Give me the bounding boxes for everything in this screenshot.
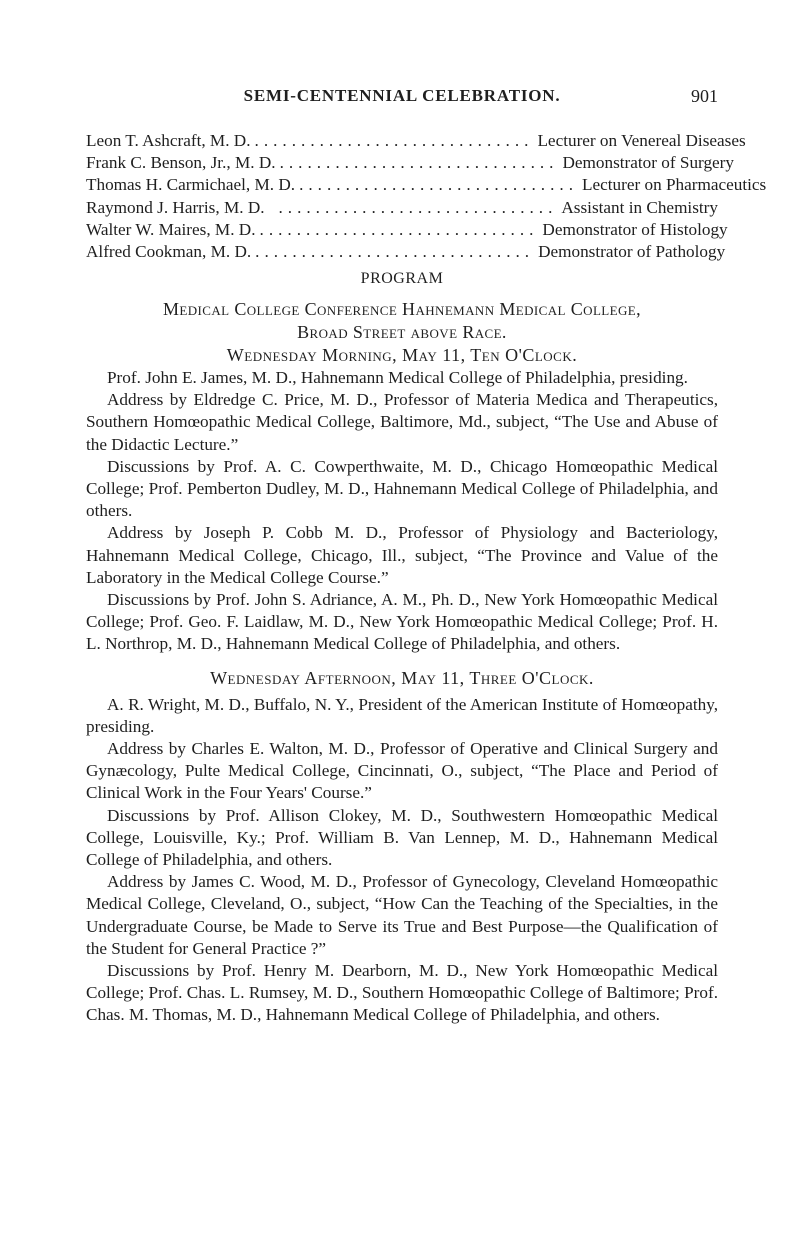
program-title: PROGRAM <box>360 270 444 287</box>
faculty-name: Frank C. Benson, Jr., M. D. <box>86 153 276 173</box>
faculty-role: Demonstrator of Surgery <box>562 153 734 173</box>
faculty-list <box>86 130 767 263</box>
faculty-name: Alfred Cookman, M. D. <box>86 242 252 262</box>
faculty-role: Lecturer on Pharmaceutics <box>581 175 767 195</box>
running-head <box>86 86 718 108</box>
session-heading-afternoon: Wednesday Afternoon, May 11, Three O'Clock. <box>210 667 594 688</box>
faculty-name: Walter W. Maires, M. D. <box>86 219 256 239</box>
paragraph: Address by Eldredge C. Price, M. D., Professor of Materia Medica and Therapeutics, Southern Homœopathic Medical College, Baltimore, Md., subject, “The Use and Abuse of the Didactic Lecture.” <box>86 390 718 454</box>
paragraph: Discussions by Prof. Henry M. Dearborn, M. D., New York Homœopathic Medical College; Prof. Chas. L. Rumsey, M. D., Southern Homœopathic College of Baltimore; Prof. Chas. M. Thomas, M. D., Hahnemann Medical College of Philadelphia, and others. <box>86 961 718 1025</box>
leader-dots: .............................. <box>259 219 539 239</box>
paragraph: Address by James C. Wood, M. D., Professor of Gynecology, Cleveland Homœopathic Medical College, Cleveland, O., subject, “How Can the Teaching of the Specialties, in the Undergraduate Course, be Made to Serve its True and Best Purpose—the Qualification of the Student for General Practice ?” <box>86 872 718 958</box>
faculty-name: Raymond J. Harris, M. D. <box>86 197 265 217</box>
faculty-row <box>86 130 746 152</box>
faculty-role: Demonstrator of Pathology <box>538 242 726 262</box>
faculty-role: Assistant in Chemistry <box>561 197 718 217</box>
venue-line-2: Broad Street above Race. <box>297 322 507 342</box>
paragraph: Prof. John E. James, M. D., Hahnemann Medical College of Philadelphia, presiding. <box>107 368 688 387</box>
faculty-row <box>86 241 726 263</box>
program-section <box>86 268 718 1027</box>
faculty-row <box>86 197 718 219</box>
faculty-name: Leon T. Ashcraft, M. D. <box>86 131 251 150</box>
paragraph: Address by Charles E. Walton, M. D., Professor of Operative and Clinical Surgery and Gynæcology, Pulte Medical College, Cincinnati, O., subject, “The Place and Period of Clinical Work in the Four Years' Course.” <box>86 739 718 803</box>
leader-dots: .............................. <box>279 153 559 173</box>
faculty-role: Lecturer on Venereal Diseases <box>537 131 746 150</box>
session-heading-morning: Wednesday Morning, May 11, Ten O'Clock. <box>226 345 578 365</box>
faculty-row <box>86 219 728 241</box>
leader-dots: .............................. <box>254 131 534 150</box>
paragraph: Discussions by Prof. Allison Clokey, M. D., Southwestern Homœopathic Medical College, Louisville, Ky.; Prof. William B. Van Lennep, M. D., Hahnemann Medical College of Philadelphia, and others. <box>86 805 718 870</box>
leader-dots: .............................. <box>299 175 578 195</box>
running-title: SEMI-CENTENNIAL CELEBRATION. <box>243 86 561 105</box>
paragraph: Discussions by Prof. John S. Adriance, A. M., Ph. D., New York Homœopathic Medical College; Prof. Geo. F. Laidlaw, M. D., New York Homœopathic Medical College; Prof. H. L. Northrop, M. D., Hahnemann Medical College of Philadelphia, and others. <box>86 590 718 654</box>
faculty-name: Thomas H. Carmichael, M. D. <box>86 175 296 195</box>
paragraph: Discussions by Prof. A. C. Cowperthwaite, M. D., Chicago Homœopathic Medical College; Prof. Pemberton Dudley, M. D., Hahnemann Medical College of Philadelphia, and others. <box>86 456 718 521</box>
faculty-row <box>86 152 734 174</box>
leader-dots: .............................. <box>278 197 558 217</box>
leader-dots: .............................. <box>255 242 535 262</box>
venue-line-1: Medical College Conference Hahnemann Medical College, <box>162 299 641 319</box>
faculty-role: Demonstrator of Histology <box>542 219 728 239</box>
faculty-row <box>86 174 767 196</box>
paragraph: Address by Joseph P. Cobb M. D., Professor of Physiology and Bacteriology, Hahnemann Medical College, Chicago, Ill., subject, “The Province and Value of the Laboratory in the Medical College Course.” <box>86 523 718 587</box>
paragraph: A. R. Wright, M. D., Buffalo, N. Y., President of the American Institute of Homœopathy, presiding. <box>86 694 718 736</box>
page-number: 901 <box>691 86 718 106</box>
